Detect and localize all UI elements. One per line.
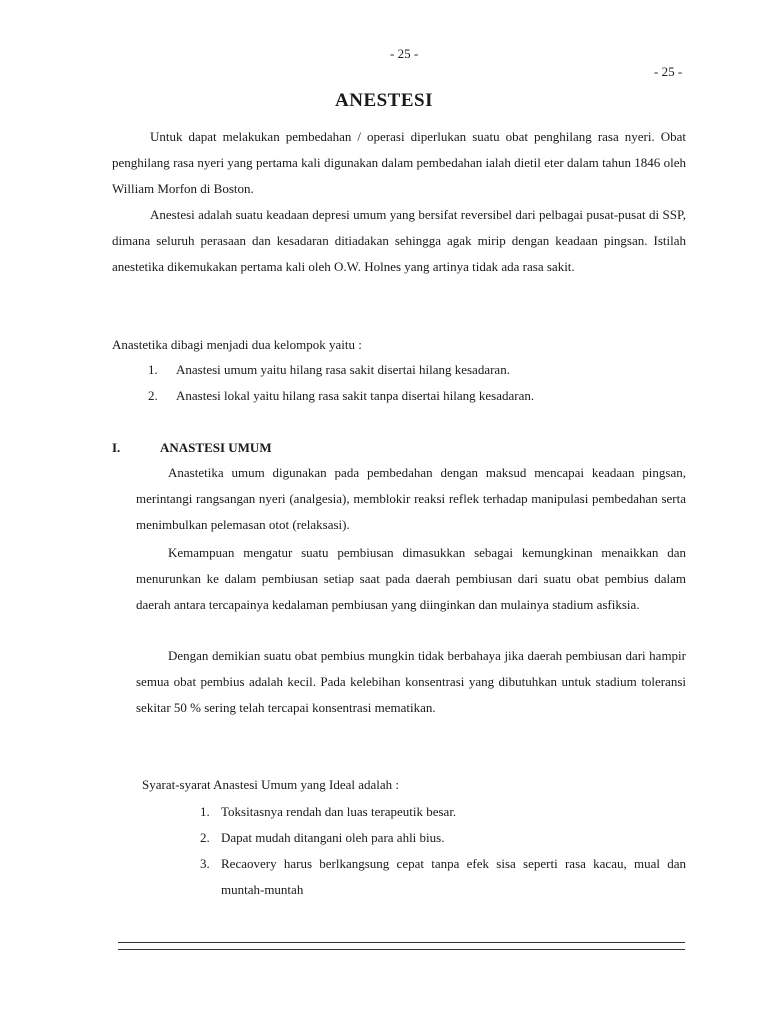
list-number: 1. <box>148 362 158 377</box>
list-item <box>200 825 444 851</box>
section-number: I. <box>112 440 121 455</box>
intro-paragraph-2: Anestesi adalah suatu keadaan depresi umum yang bersifat reversibel dari pelbagai pusat-pusat di SSP, dimana seluruh perasaan dan kesadaran ditiadakan sehingga agak mirip dengan keadaan pingsan. Istilah anestetika dikemukakan pertama kali oleh O.W. Holnes yang artinya tidak ada rasa sakit. <box>112 207 686 274</box>
list-number: 3. <box>200 856 210 871</box>
list-number: 1. <box>200 804 210 819</box>
list-number: 2. <box>200 830 210 845</box>
list-number: 2. <box>148 388 158 403</box>
section-paragraph-2: Kemampuan mengatur suatu pembiusan dimasukkan sebagai kemungkinan menaikkan dan menurunkan ke dalam pembiusan setiap saat pada daerah pembiusan dari suatu obat pembius dalam daerah antara tercapainya kedalaman pembiusan yang diinginkan dan mulainya stadium asfiksia. <box>136 545 686 612</box>
list-text: Anastesi lokal yaitu hilang rasa sakit tanpa disertai hilang kesadaran. <box>176 388 535 403</box>
document-title: ANESTESI <box>335 90 433 111</box>
list-item <box>148 383 534 409</box>
footer-double-rule <box>118 942 685 950</box>
section-paragraph-3: Dengan demikian suatu obat pembius mungkin tidak berbahaya jika daerah pembiusan dari hampir semua obat pembius adalah kecil. Pada kelebihan konsentrasi yang dibutuhkan untuk stadium toleransi sekitar 50 % sering telah tercapai konsentrasi mematikan. <box>136 648 686 715</box>
requirements-intro: Syarat-syarat Anastesi Umum yang Ideal adalah : <box>142 777 400 792</box>
list-text: Dapat mudah ditangani oleh para ahli bius. <box>221 830 445 845</box>
section-paragraph-1: Anastetika umum digunakan pada pembedahan dengan maksud mencapai keadaan pingsan, merintangi rangsangan nyeri (analgesia), memblokir reaksi reflek terhadap manipulasi pembedahan serta menimbulkan pelemasan otot (relaksasi). <box>136 465 686 532</box>
list-item <box>200 799 456 825</box>
list-item <box>148 357 510 383</box>
page-number-center: - 25 - <box>390 46 419 61</box>
list-text: Anastesi umum yaitu hilang rasa sakit disertai hilang kesadaran. <box>176 362 510 377</box>
groups-intro: Anastetika dibagi menjadi dua kelompok yaitu : <box>112 337 362 352</box>
list-text: Recaovery harus berlkangsung cepat tanpa efek sisa seperti rasa kacau, mual dan muntah-muntah <box>221 856 686 897</box>
section-heading: ANASTESI UMUM <box>160 440 272 455</box>
list-text: Toksitasnya rendah dan luas terapeutik besar. <box>221 804 457 819</box>
intro-paragraph-1: Untuk dapat melakukan pembedahan / operasi diperlukan suatu obat penghilang rasa nyeri. Obat penghilang rasa nyeri yang pertama kali digunakan dalam pembedahan ialah dietil eter dalam tahun 1846 oleh William Morfon di Boston. <box>112 129 686 196</box>
page-number-right: - 25 - <box>654 64 683 79</box>
